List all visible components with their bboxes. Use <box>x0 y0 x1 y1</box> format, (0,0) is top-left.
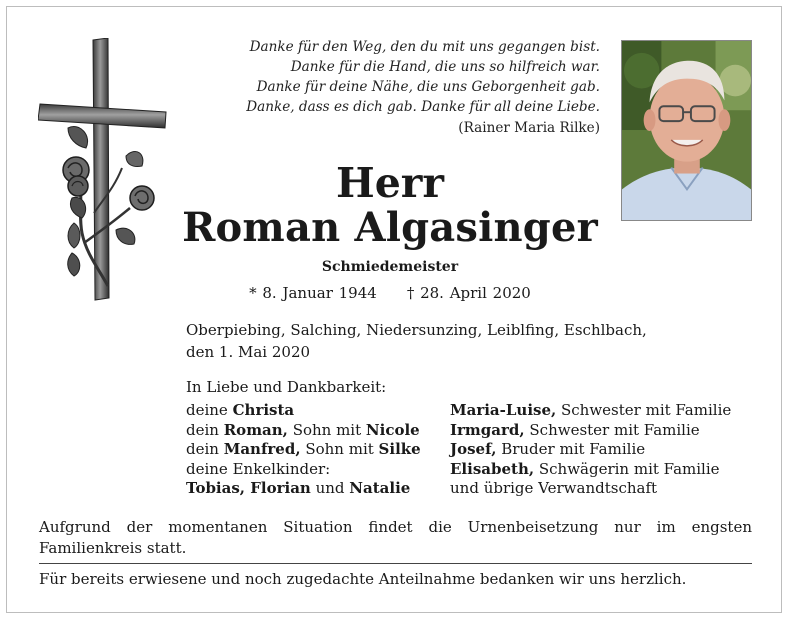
mourner-line <box>450 421 731 441</box>
mourner-line <box>186 421 421 441</box>
divider <box>39 563 752 564</box>
mourner-text: deine Enkelkinder: <box>186 459 331 478</box>
mourner-line <box>186 401 421 421</box>
thanks-line: Für bereits erwiesene und noch zugedachte Anteilnahme bedanken wir uns herzlich. <box>39 570 687 588</box>
mourner-text: deine <box>186 401 233 419</box>
mourner-text: Sohn mit <box>287 420 366 439</box>
poem-line: Danke für die Hand, die uns so hilfreich war. <box>290 59 600 75</box>
life-dates <box>172 284 608 302</box>
death-date: † 28. April 2020 <box>406 284 531 302</box>
mourner-line <box>450 479 731 499</box>
profession: Schmiedemeister <box>321 259 459 275</box>
mourner-name: Maria-Luise, <box>450 401 557 419</box>
mourner-line <box>186 460 421 480</box>
mourner-name: Tobias, Florian <box>186 479 311 498</box>
poem-line: Danke für den Weg, den du mit uns gegangen bist. <box>249 39 600 55</box>
mourner-text: und <box>310 479 350 498</box>
mourner-line <box>450 460 731 480</box>
deceased-name: Roman Algasinger <box>182 204 598 251</box>
mourner-name: Manfred, <box>223 440 301 459</box>
mourner-text: dein <box>186 420 224 439</box>
birth-date: * 8. Januar 1944 <box>249 284 377 302</box>
date-line: den 1. Mai 2020 <box>186 343 311 361</box>
poem-line: Danke, dass es dich gab. Danke für all deine Liebe. <box>246 99 600 115</box>
honorific: Herr <box>335 159 445 207</box>
portrait-photo <box>621 40 752 221</box>
cross-with-roses-icon <box>38 38 168 303</box>
mourner-text: Schwägerin mit Familie <box>534 459 720 478</box>
mourner-name: Irmgard, <box>450 420 525 439</box>
places-and-date <box>186 319 726 363</box>
mourner-line <box>186 479 421 499</box>
poem-line: Danke für deine Nähe, die uns Geborgenheit gab. <box>256 79 600 95</box>
mourner-name: Natalie <box>349 479 411 498</box>
mourner-text: Sohn mit <box>300 440 379 459</box>
mourner-line <box>450 440 731 460</box>
mourner-name: Roman, <box>223 420 288 439</box>
mourners-right-column <box>450 401 731 499</box>
mourner-text: Bruder mit Familie <box>496 440 646 459</box>
mourner-name: Josef, <box>450 440 497 459</box>
places-line: Oberpiebing, Salching, Niedersunzing, Leiblfing, Eschlbach, <box>186 321 647 339</box>
mourner-text: Schwester mit Familie <box>556 401 732 419</box>
mourner-text: dein <box>186 440 224 459</box>
mourner-line <box>450 401 731 421</box>
mourners-left-column <box>186 401 421 499</box>
memorial-poem <box>170 37 600 138</box>
mourner-text: Schwester mit Familie <box>524 420 700 439</box>
mourner-name: Silke <box>378 440 421 459</box>
poem-author: (Rainer Maria Rilke) <box>458 120 600 136</box>
funeral-notice: Aufgrund der momentanen Situation findet die Urnenbeisetzung nur im engsten Familienkreis statt. <box>39 518 752 557</box>
mourner-name: Christa <box>232 401 295 419</box>
mourner-text: und übrige Verwandtschaft <box>450 479 658 498</box>
mourner-name: Nicole <box>365 420 420 439</box>
mourner-name: Elisabeth, <box>450 459 535 478</box>
mourner-line <box>186 440 421 460</box>
mourners-intro: In Liebe und Dankbarkeit: <box>186 378 387 396</box>
